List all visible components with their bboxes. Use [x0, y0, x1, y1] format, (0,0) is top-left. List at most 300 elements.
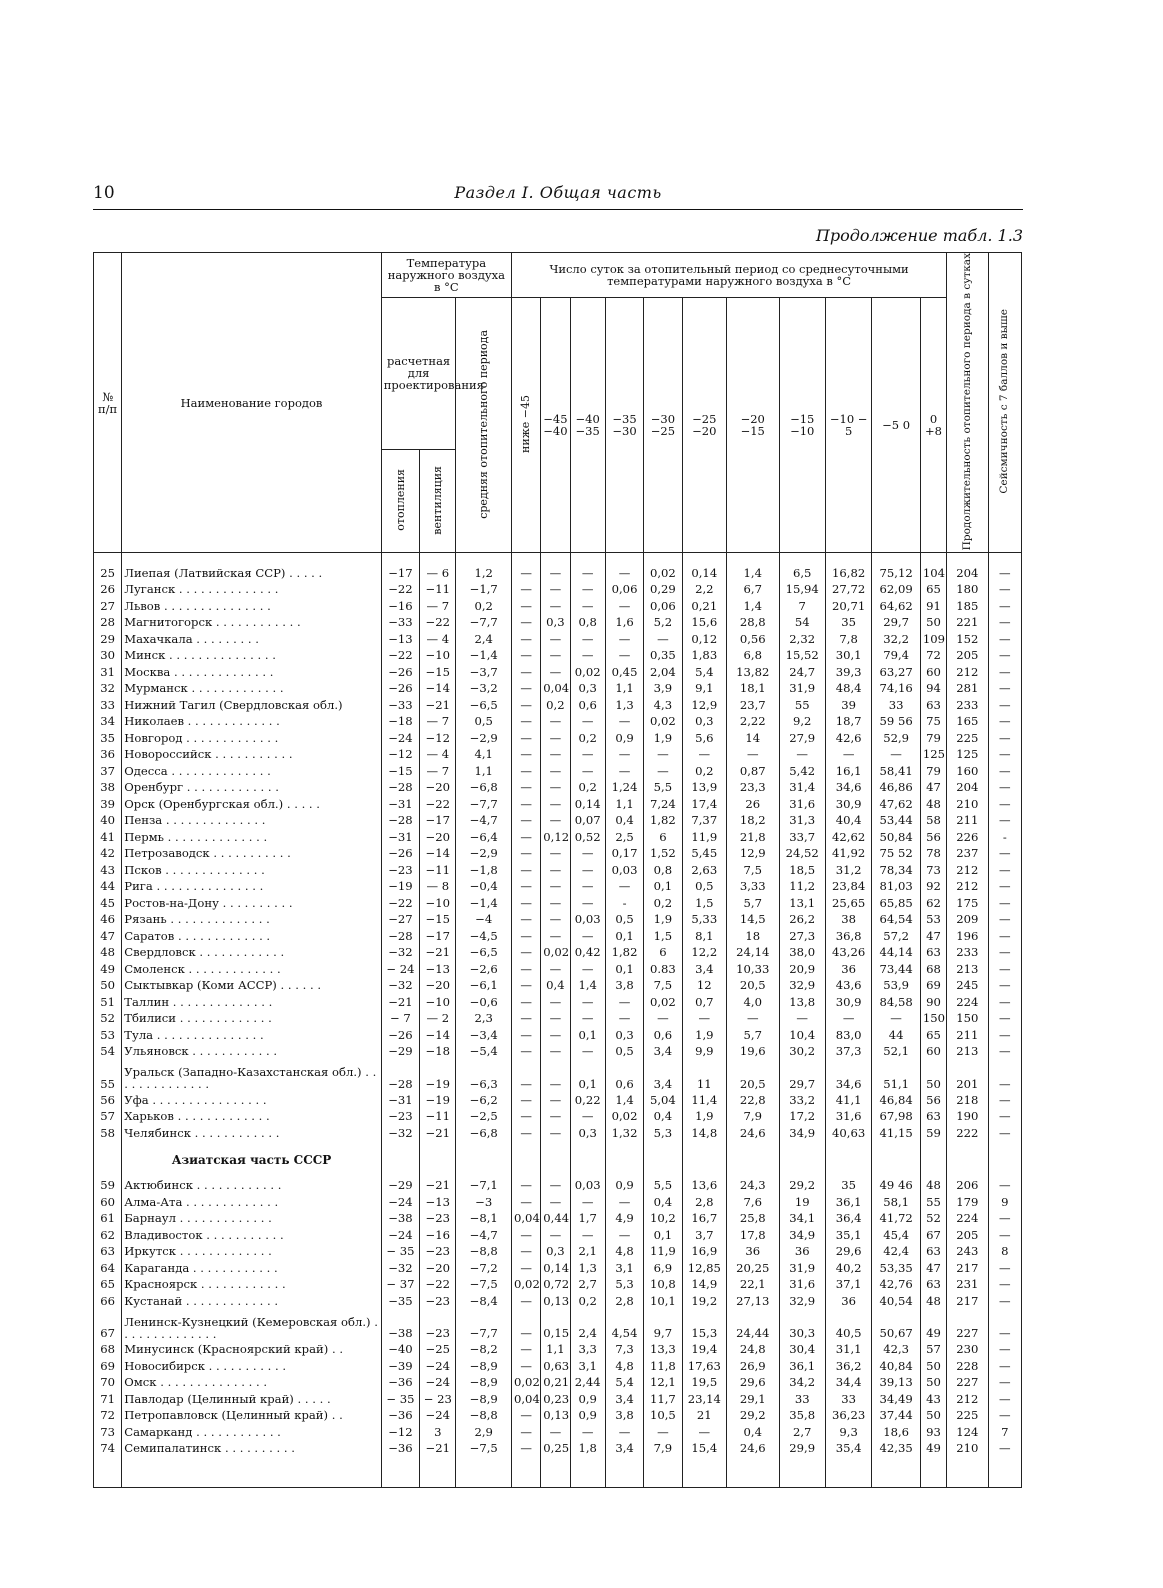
days-value: 39,13 — [872, 1375, 920, 1392]
days-value: 32,9 — [779, 978, 825, 995]
table-row — [94, 1092, 1022, 1109]
days-value: 27,72 — [825, 582, 871, 599]
days-value: 18,5 — [779, 862, 825, 879]
city-name: Пенза . . . . . . . . . . . . . . — [122, 813, 381, 830]
days-value: 2,4 — [570, 1310, 605, 1342]
mean-heating-temp: −3,7 — [456, 664, 512, 681]
table-row — [94, 664, 1022, 681]
row-number: 65 — [94, 1277, 122, 1294]
city-name: Свердловск . . . . . . . . . . . . — [122, 945, 381, 962]
days-value: 11,7 — [644, 1391, 682, 1408]
city-name: Лиепая (Латвийская ССР) . . . . . — [122, 565, 381, 582]
row-number: 38 — [94, 780, 122, 797]
ventilation-temp: −12 — [420, 730, 456, 747]
days-value: — — [570, 763, 605, 780]
row-number: 72 — [94, 1408, 122, 1425]
city-name: Петропавловск (Целинный край) . . — [122, 1408, 381, 1425]
days-value: 1,3 — [605, 697, 643, 714]
mean-heating-temp: −2,9 — [456, 730, 512, 747]
days-value: — — [779, 747, 825, 764]
days-value: — — [541, 813, 570, 830]
days-value: 53,35 — [872, 1260, 920, 1277]
days-value: — — [570, 928, 605, 945]
days-value: 0,2 — [541, 697, 570, 714]
days-value: 73,44 — [872, 961, 920, 978]
ventilation-temp: −24 — [420, 1375, 456, 1392]
days-value: — — [541, 565, 570, 582]
heating-duration: 213 — [947, 961, 988, 978]
seismicity: — — [988, 1277, 1021, 1294]
days-value: — — [605, 631, 643, 648]
days-value: 13,82 — [727, 664, 780, 681]
days-value: — — [512, 1342, 541, 1359]
heating-temp: −24 — [381, 1227, 419, 1244]
days-value: 54 — [779, 615, 825, 632]
days-value: 17,4 — [682, 796, 726, 813]
days-value: 20,9 — [779, 961, 825, 978]
days-value: 1,9 — [644, 912, 682, 929]
heating-duration: 217 — [947, 1260, 988, 1277]
mean-heating-temp: −7,2 — [456, 1260, 512, 1277]
mean-heating-temp: −1,8 — [456, 862, 512, 879]
city-name: Саратов . . . . . . . . . . . . . — [122, 928, 381, 945]
days-value: 0,03 — [570, 912, 605, 929]
heating-temp: −26 — [381, 664, 419, 681]
heating-duration: 226 — [947, 829, 988, 846]
mean-heating-temp: −1,7 — [456, 582, 512, 599]
days-value: — — [512, 780, 541, 797]
heating-temp: −15 — [381, 763, 419, 780]
heating-duration: 205 — [947, 1227, 988, 1244]
days-value: 33 — [825, 1391, 871, 1408]
seismicity: 8 — [988, 1244, 1021, 1261]
days-value: 0,5 — [682, 879, 726, 896]
days-value: 49 46 — [872, 1178, 920, 1195]
row-number: 47 — [94, 928, 122, 945]
days-value: 0.83 — [644, 961, 682, 978]
days-value: 36,1 — [825, 1194, 871, 1211]
heating-temp: − 35 — [381, 1391, 419, 1408]
days-value: — — [541, 631, 570, 648]
days-value: 7,8 — [825, 631, 871, 648]
days-value: 0,2 — [682, 763, 726, 780]
days-value: 13,6 — [682, 1178, 726, 1195]
days-value: 52,9 — [872, 730, 920, 747]
days-value: 63 — [920, 1277, 946, 1294]
heating-temp: −24 — [381, 730, 419, 747]
heating-temp: −24 — [381, 1194, 419, 1211]
table-row — [94, 565, 1022, 582]
range-header-9: −5 0 — [872, 298, 920, 553]
days-value: 29,9 — [779, 1441, 825, 1458]
row-number: 59 — [94, 1178, 122, 1195]
days-value: 57 — [920, 1342, 946, 1359]
days-value: — — [541, 747, 570, 764]
days-value: 63 — [920, 697, 946, 714]
days-value: 0,2 — [570, 780, 605, 797]
row-number: 39 — [94, 796, 122, 813]
days-value: — — [512, 1424, 541, 1441]
days-value: — — [605, 648, 643, 665]
days-value: 62,09 — [872, 582, 920, 599]
city-name: Караганда . . . . . . . . . . . . — [122, 1260, 381, 1277]
ventilation-temp: −10 — [420, 994, 456, 1011]
mean-heating-temp: −3 — [456, 1194, 512, 1211]
ventilation-temp: −21 — [420, 1441, 456, 1458]
table-row — [94, 697, 1022, 714]
days-value: 21 — [682, 1408, 726, 1425]
days-value: 75 52 — [872, 846, 920, 863]
seismicity: — — [988, 978, 1021, 995]
days-value: 4,8 — [605, 1358, 643, 1375]
ventilation-temp: −22 — [420, 1277, 456, 1294]
days-value: 50,67 — [872, 1310, 920, 1342]
heating-temp: −40 — [381, 1342, 419, 1359]
seismicity: — — [988, 664, 1021, 681]
days-value: — — [541, 1092, 570, 1109]
seismicity: — — [988, 1408, 1021, 1425]
days-value: 30,9 — [825, 994, 871, 1011]
heating-duration: 209 — [947, 912, 988, 929]
days-value: — — [570, 1424, 605, 1441]
days-value: 7,37 — [682, 813, 726, 830]
heating-duration: 210 — [947, 796, 988, 813]
heating-duration: 237 — [947, 846, 988, 863]
heating-duration: 227 — [947, 1375, 988, 1392]
days-value: — — [605, 565, 643, 582]
days-value: 30,3 — [779, 1310, 825, 1342]
days-value: 0,5 — [605, 1044, 643, 1061]
seismicity: — — [988, 796, 1021, 813]
days-value: 47 — [920, 1260, 946, 1277]
city-name: Павлодар (Целинный край) . . . . . — [122, 1391, 381, 1408]
mean-heating-temp: −1,4 — [456, 648, 512, 665]
days-value: 36,8 — [825, 928, 871, 945]
days-value: 48 — [920, 1178, 946, 1195]
days-value: 0,03 — [570, 1178, 605, 1195]
city-name: Иркутск . . . . . . . . . . . . . — [122, 1244, 381, 1261]
days-value: 3,4 — [644, 1044, 682, 1061]
days-value: 0,3 — [541, 615, 570, 632]
ventilation-temp: −20 — [420, 780, 456, 797]
days-value: 18 — [727, 928, 780, 945]
days-value: 6,8 — [727, 648, 780, 665]
row-number: 25 — [94, 565, 122, 582]
days-value: 1,5 — [682, 895, 726, 912]
days-value: 0,14 — [570, 796, 605, 813]
days-value: 2,63 — [682, 862, 726, 879]
days-value: 63,27 — [872, 664, 920, 681]
city-name: Нижний Тагил (Свердловская обл.) — [122, 697, 381, 714]
ventilation-temp: — 8 — [420, 879, 456, 896]
page-number: 10 — [93, 183, 115, 203]
days-value: 7,9 — [644, 1441, 682, 1458]
city-name: Николаев . . . . . . . . . . . . . — [122, 714, 381, 731]
days-value: 3,1 — [605, 1260, 643, 1277]
days-value: 3,33 — [727, 879, 780, 896]
ventilation-temp: −15 — [420, 664, 456, 681]
days-value: — — [605, 763, 643, 780]
heating-temp: −26 — [381, 681, 419, 698]
ventilation-temp: −13 — [420, 961, 456, 978]
days-value: 34,9 — [779, 1125, 825, 1142]
days-value: — — [512, 1260, 541, 1277]
days-value: 3,9 — [644, 681, 682, 698]
days-value: — — [570, 862, 605, 879]
days-value: — — [541, 1044, 570, 1061]
ventilation-temp: −17 — [420, 813, 456, 830]
table-row — [94, 846, 1022, 863]
seismicity: — — [988, 912, 1021, 929]
row-number: 62 — [94, 1227, 122, 1244]
days-value: — — [570, 1194, 605, 1211]
city-name: Новороссийск . . . . . . . . . . . — [122, 747, 381, 764]
days-value: — — [605, 1011, 643, 1028]
days-value: 0,2 — [570, 730, 605, 747]
days-value: — — [512, 565, 541, 582]
days-value: 12,1 — [644, 1375, 682, 1392]
days-value: 9,1 — [682, 681, 726, 698]
heating-duration: 230 — [947, 1342, 988, 1359]
days-value: 40,2 — [825, 1260, 871, 1277]
days-value: 4,3 — [644, 697, 682, 714]
heating-temp: −32 — [381, 978, 419, 995]
days-value: 36,1 — [779, 1358, 825, 1375]
days-value: — — [512, 1441, 541, 1458]
days-value: 5,42 — [779, 763, 825, 780]
days-value: 32,9 — [779, 1293, 825, 1310]
days-value: 41,72 — [872, 1211, 920, 1228]
days-value: 17,2 — [779, 1109, 825, 1126]
days-value: 0,12 — [541, 829, 570, 846]
row-number: 71 — [94, 1391, 122, 1408]
seismicity: — — [988, 1178, 1021, 1195]
city-name: Семипалатинск . . . . . . . . . . — [122, 1441, 381, 1458]
days-value: — — [541, 1109, 570, 1126]
range-label-0: ниже −45 — [519, 395, 533, 454]
mean-heating-temp: −8,9 — [456, 1391, 512, 1408]
city-name: Красноярск . . . . . . . . . . . . — [122, 1277, 381, 1294]
ventilation-temp: −10 — [420, 648, 456, 665]
days-value: 0,06 — [644, 598, 682, 615]
days-value: 68 — [920, 961, 946, 978]
days-value: 7,6 — [727, 1194, 780, 1211]
days-value: 0,3 — [570, 681, 605, 698]
col-city-header: Наименование городов — [122, 253, 381, 553]
heating-duration: 175 — [947, 895, 988, 912]
days-value: 104 — [920, 565, 946, 582]
heating-temp: −31 — [381, 829, 419, 846]
days-value: 79 — [920, 730, 946, 747]
table-row — [94, 730, 1022, 747]
city-name: Актюбинск . . . . . . . . . . . . — [122, 1178, 381, 1195]
days-value: 5,3 — [605, 1277, 643, 1294]
days-value: — — [541, 664, 570, 681]
days-value: 11,8 — [644, 1358, 682, 1375]
days-value: 11 — [682, 1060, 726, 1092]
days-value: 1,32 — [605, 1125, 643, 1142]
seismicity: — — [988, 1027, 1021, 1044]
heating-duration: 231 — [947, 1277, 988, 1294]
ventilation-temp: −20 — [420, 1260, 456, 1277]
ventilation-temp: −20 — [420, 978, 456, 995]
days-value: — — [512, 1358, 541, 1375]
days-value: 13,9 — [682, 780, 726, 797]
row-number: 58 — [94, 1125, 122, 1142]
days-value: 19,2 — [682, 1293, 726, 1310]
days-value: 91 — [920, 598, 946, 615]
mean-heating-temp: −6,4 — [456, 829, 512, 846]
seismicity: 9 — [988, 1194, 1021, 1211]
days-value: 43,6 — [825, 978, 871, 995]
seismicity: — — [988, 1109, 1021, 1126]
days-value: 0,87 — [727, 763, 780, 780]
seismicity: — — [988, 1044, 1021, 1061]
range-header-7: −15 −10 — [779, 298, 825, 553]
table-row — [94, 763, 1022, 780]
days-value: 38 — [825, 912, 871, 929]
days-value: — — [541, 598, 570, 615]
days-value: 31,9 — [779, 681, 825, 698]
days-value: 1,24 — [605, 780, 643, 797]
days-value: 12,2 — [682, 945, 726, 962]
days-value: — — [570, 747, 605, 764]
days-value: 150 — [920, 1011, 946, 1028]
days-value: 0,21 — [682, 598, 726, 615]
days-value: 0,4 — [644, 1194, 682, 1211]
days-value: 38,0 — [779, 945, 825, 962]
row-number: 42 — [94, 846, 122, 863]
mean-heating-temp: −1,4 — [456, 895, 512, 912]
days-value: 19,4 — [682, 1342, 726, 1359]
ventilation-temp: −23 — [420, 1244, 456, 1261]
days-value: 0,02 — [644, 994, 682, 1011]
days-value: 50,84 — [872, 829, 920, 846]
days-value: 6 — [644, 945, 682, 962]
days-value: 0,9 — [605, 1178, 643, 1195]
days-value: 47 — [920, 780, 946, 797]
ventilation-temp: −21 — [420, 945, 456, 962]
days-value: 26 — [727, 796, 780, 813]
days-value: 27,13 — [727, 1293, 780, 1310]
days-value: 0,3 — [541, 1244, 570, 1261]
table-row — [94, 829, 1022, 846]
table-row — [94, 1358, 1022, 1375]
heating-duration: 243 — [947, 1244, 988, 1261]
heating-duration: 201 — [947, 1060, 988, 1092]
range-header-5: −25 −20 — [682, 298, 726, 553]
days-value: 1,9 — [682, 1109, 726, 1126]
table-row — [94, 681, 1022, 698]
days-value: 72 — [920, 648, 946, 665]
days-value: 31,2 — [825, 862, 871, 879]
col-mean-header — [456, 298, 512, 553]
heating-duration: 225 — [947, 1408, 988, 1425]
days-value: 0,6 — [644, 1027, 682, 1044]
days-value: 36,23 — [825, 1408, 871, 1425]
days-value: 3,4 — [644, 1060, 682, 1092]
table-row — [94, 1342, 1022, 1359]
mean-heating-temp: −2,9 — [456, 846, 512, 863]
days-value: 36,2 — [825, 1358, 871, 1375]
days-value: 44,14 — [872, 945, 920, 962]
row-number: 68 — [94, 1342, 122, 1359]
heating-duration: 212 — [947, 879, 988, 896]
days-value: 2,1 — [570, 1244, 605, 1261]
days-value: 28,8 — [727, 615, 780, 632]
days-value: 75 — [920, 714, 946, 731]
mean-heating-temp: −8,9 — [456, 1375, 512, 1392]
days-value: 1,4 — [570, 978, 605, 995]
mean-heating-temp: −6,2 — [456, 1092, 512, 1109]
days-value: 5,5 — [644, 1178, 682, 1195]
days-value: 59 56 — [872, 714, 920, 731]
days-value: — — [682, 1011, 726, 1028]
row-number: 60 — [94, 1194, 122, 1211]
days-value: — — [570, 1044, 605, 1061]
ventilation-temp: −11 — [420, 862, 456, 879]
city-name: Ростов-на-Дону . . . . . . . . . . — [122, 895, 381, 912]
days-value: 2,5 — [605, 829, 643, 846]
days-value: 29,7 — [872, 615, 920, 632]
table-row — [94, 1027, 1022, 1044]
days-value: 0,2 — [644, 895, 682, 912]
days-value: — — [541, 1227, 570, 1244]
mean-heating-temp: −8,4 — [456, 1293, 512, 1310]
heating-duration: 213 — [947, 1044, 988, 1061]
days-value: — — [727, 747, 780, 764]
days-value: 9,7 — [644, 1310, 682, 1342]
heating-duration: 204 — [947, 780, 988, 797]
days-value: 30,1 — [825, 648, 871, 665]
days-value: 23,3 — [727, 780, 780, 797]
table-row — [94, 1293, 1022, 1310]
days-value: — — [825, 1011, 871, 1028]
mean-heating-temp: 2,3 — [456, 1011, 512, 1028]
col-seismic-header — [988, 253, 1021, 553]
row-number: 45 — [94, 895, 122, 912]
days-value: 0,14 — [682, 565, 726, 582]
days-value: — — [605, 994, 643, 1011]
days-value: 12 — [682, 978, 726, 995]
days-value: 0,1 — [605, 961, 643, 978]
days-value: — — [644, 1424, 682, 1441]
days-value: 11,9 — [682, 829, 726, 846]
days-value: 24,8 — [727, 1342, 780, 1359]
days-value: 53,9 — [872, 978, 920, 995]
heating-temp: −17 — [381, 565, 419, 582]
ventilation-temp: — 4 — [420, 631, 456, 648]
row-number: 44 — [94, 879, 122, 896]
days-value: 16,82 — [825, 565, 871, 582]
days-value: 7,5 — [644, 978, 682, 995]
mean-heating-temp: −8,2 — [456, 1342, 512, 1359]
days-value: 93 — [920, 1424, 946, 1441]
days-value: 0,04 — [541, 681, 570, 698]
days-value: — — [541, 912, 570, 929]
table-row — [94, 1424, 1022, 1441]
days-value: — — [570, 895, 605, 912]
days-value: — — [541, 648, 570, 665]
temp-group-header: Температура наружного воздуха в °С — [381, 253, 511, 298]
mean-heating-temp: −3,2 — [456, 681, 512, 698]
heating-temp: −36 — [381, 1375, 419, 1392]
days-value: — — [512, 714, 541, 731]
days-value: 58 — [920, 813, 946, 830]
ventilation-temp: — 6 — [420, 565, 456, 582]
city-name: Оренбург . . . . . . . . . . . . . — [122, 780, 381, 797]
range-header-2: −40 −35 — [570, 298, 605, 553]
